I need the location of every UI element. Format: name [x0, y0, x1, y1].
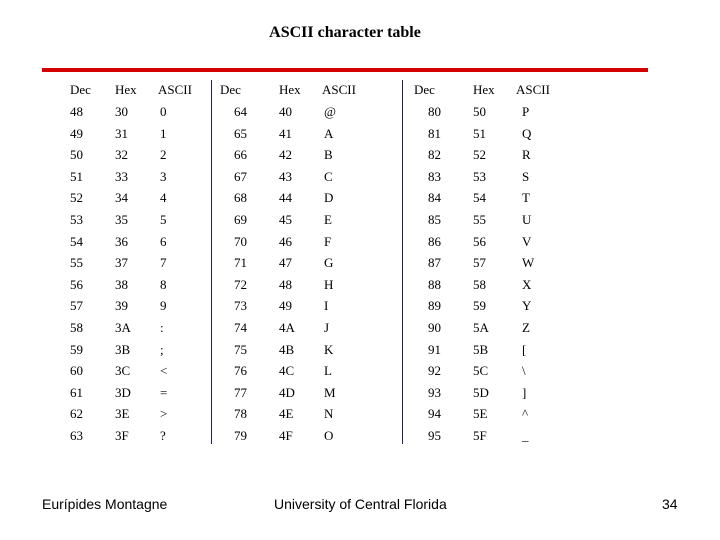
dec-value: 52 [70, 190, 83, 206]
ascii-char: 1 [160, 125, 167, 141]
ascii-char: 4 [160, 190, 167, 206]
ascii-char: < [160, 363, 168, 379]
ascii-char: N [324, 406, 334, 422]
ascii-char: 7 [160, 255, 167, 271]
ascii-char: F [324, 233, 332, 249]
ascii-char: ^ [522, 406, 529, 422]
dec-value: 55 [70, 255, 83, 271]
ascii-char: G [324, 255, 334, 271]
footer-page-number: 34 [662, 496, 678, 512]
dec-value: 48 [70, 104, 83, 119]
ascii-char: \ [522, 363, 526, 379]
dec-value: 68 [234, 190, 247, 206]
ascii-char: ; [160, 341, 164, 357]
hex-value: 35 [115, 212, 128, 227]
column-header-dec: Dec [70, 82, 91, 97]
ascii-char: X [522, 276, 532, 292]
column-divider [211, 80, 212, 444]
dec-value: 82 [428, 147, 441, 163]
ascii-char: 2 [160, 147, 167, 163]
dec-value: 88 [428, 276, 441, 292]
dec-value: 75 [234, 341, 247, 357]
hex-value: 4A [279, 320, 295, 335]
hex-value: 4D [279, 384, 295, 400]
dec-value: 63 [70, 428, 83, 443]
hex-value: 5A [473, 320, 489, 335]
dec-value: 69 [234, 212, 247, 227]
dec-value: 90 [428, 320, 441, 335]
ascii-char: ? [160, 428, 166, 443]
hex-value: 3D [115, 384, 131, 400]
hex-value: 5B [473, 341, 489, 357]
dec-value: 95 [428, 428, 441, 443]
dec-value: 49 [70, 125, 83, 141]
hex-value: 56 [473, 233, 486, 249]
hex-value: 3A [115, 320, 131, 335]
hex-value: 5E [473, 406, 488, 422]
hex-value: 54 [473, 190, 486, 206]
hex-value: 5F [473, 428, 487, 443]
ascii-char: W [522, 255, 535, 271]
ascii-char: @ [324, 104, 336, 119]
ascii-char: P [522, 104, 530, 119]
ascii-char: H [324, 276, 334, 292]
hex-value: 52 [473, 147, 486, 163]
page-title: ASCII character table [269, 24, 421, 41]
hex-value: 42 [279, 147, 292, 163]
ascii-char: _ [522, 428, 529, 443]
ascii-char: A [324, 125, 334, 141]
dec-value: 91 [428, 341, 441, 357]
hex-value: 5C [473, 363, 489, 379]
column-divider [402, 80, 403, 444]
ascii-char: E [324, 212, 332, 227]
hex-value: 40 [279, 104, 292, 119]
ascii-char: C [324, 168, 333, 184]
dec-value: 77 [234, 384, 247, 400]
column-header-ascii: ASCII [158, 82, 192, 97]
column-header-hex: Hex [115, 82, 137, 97]
dec-value: 86 [428, 233, 441, 249]
hex-value: 36 [115, 233, 128, 249]
hex-value: 32 [115, 147, 128, 163]
dec-value: 70 [234, 233, 247, 249]
dec-value: 83 [428, 168, 441, 184]
dec-value: 71 [234, 255, 247, 271]
hex-value: 33 [115, 168, 128, 184]
dec-value: 76 [234, 363, 247, 379]
dec-value: 84 [428, 190, 441, 206]
dec-value: 79 [234, 428, 247, 443]
ascii-char: 8 [160, 276, 167, 292]
ascii-char: > [160, 406, 168, 422]
hex-value: 30 [115, 104, 128, 119]
hex-value: 53 [473, 168, 486, 184]
ascii-char: M [324, 384, 336, 400]
hex-value: 37 [115, 255, 128, 271]
column-header-dec: Dec [220, 82, 241, 97]
hex-value: 55 [473, 212, 486, 227]
column-header-ascii: ASCII [516, 82, 550, 97]
ascii-char: 3 [160, 168, 167, 184]
ascii-char: = [160, 384, 168, 400]
ascii-char: 9 [160, 298, 167, 314]
dec-value: 53 [70, 212, 83, 227]
ascii-char: Y [522, 298, 532, 314]
dec-value: 85 [428, 212, 441, 227]
column-header-hex: Hex [279, 82, 301, 97]
hex-value: 58 [473, 276, 486, 292]
dec-value: 87 [428, 255, 441, 271]
dec-value: 67 [234, 168, 247, 184]
dec-value: 93 [428, 384, 441, 400]
ascii-char: R [522, 147, 531, 163]
dec-value: 66 [234, 147, 247, 163]
ascii-char: [ [522, 341, 527, 357]
footer-institution: University of Central Florida [274, 496, 447, 512]
column-header-hex: Hex [473, 82, 495, 97]
dec-value: 65 [234, 125, 247, 141]
column-header-ascii: ASCII [322, 82, 356, 97]
dec-value: 54 [70, 233, 83, 249]
dec-value: 78 [234, 406, 247, 422]
ascii-char: D [324, 190, 334, 206]
dec-value: 62 [70, 406, 83, 422]
hex-value: 5D [473, 384, 489, 400]
hex-value: 47 [279, 255, 292, 271]
footer-author: Eurípides Montagne [42, 496, 168, 512]
hex-value: 4E [279, 406, 294, 422]
dec-value: 58 [70, 320, 83, 335]
dec-value: 64 [234, 104, 247, 119]
ascii-char: 0 [160, 104, 167, 119]
hex-value: 44 [279, 190, 292, 206]
ascii-char: T [522, 190, 530, 206]
ascii-char: J [324, 320, 330, 335]
ascii-char: Z [522, 320, 530, 335]
hex-value: 3C [115, 363, 131, 379]
hex-value: 3E [115, 406, 130, 422]
hex-value: 43 [279, 168, 292, 184]
ascii-char: ] [522, 384, 527, 400]
hex-value: 31 [115, 125, 128, 141]
dec-value: 56 [70, 276, 83, 292]
dec-value: 94 [428, 406, 441, 422]
hex-value: 4F [279, 428, 293, 443]
ascii-char: Q [522, 125, 532, 141]
hex-value: 4B [279, 341, 295, 357]
dec-value: 50 [70, 147, 83, 163]
ascii-char: O [324, 428, 334, 443]
title-underline [42, 68, 648, 72]
ascii-char: V [522, 233, 532, 249]
ascii-char: U [522, 212, 532, 227]
hex-value: 3F [115, 428, 129, 443]
dec-value: 59 [70, 341, 83, 357]
hex-value: 45 [279, 212, 292, 227]
hex-value: 59 [473, 298, 486, 314]
hex-value: 48 [279, 276, 292, 292]
dec-value: 74 [234, 320, 247, 335]
hex-value: 46 [279, 233, 292, 249]
dec-value: 73 [234, 298, 247, 314]
dec-value: 89 [428, 298, 441, 314]
dec-value: 51 [70, 168, 83, 184]
ascii-char: I [324, 298, 329, 314]
dec-value: 81 [428, 125, 441, 141]
ascii-char: K [324, 341, 334, 357]
hex-value: 39 [115, 298, 128, 314]
hex-value: 38 [115, 276, 128, 292]
hex-value: 34 [115, 190, 128, 206]
hex-value: 50 [473, 104, 486, 119]
hex-value: 3B [115, 341, 131, 357]
ascii-char: 5 [160, 212, 167, 227]
hex-value: 51 [473, 125, 486, 141]
dec-value: 72 [234, 276, 247, 292]
dec-value: 80 [428, 104, 441, 119]
dec-value: 60 [70, 363, 83, 379]
hex-value: 4C [279, 363, 295, 379]
ascii-char: : [160, 320, 164, 335]
column-header-dec: Dec [414, 82, 435, 97]
ascii-char: S [522, 168, 530, 184]
ascii-char: B [324, 147, 333, 163]
hex-value: 41 [279, 125, 292, 141]
hex-value: 57 [473, 255, 486, 271]
dec-value: 61 [70, 384, 83, 400]
dec-value: 57 [70, 298, 83, 314]
dec-value: 92 [428, 363, 441, 379]
ascii-char: L [324, 363, 332, 379]
ascii-char: 6 [160, 233, 167, 249]
hex-value: 49 [279, 298, 292, 314]
